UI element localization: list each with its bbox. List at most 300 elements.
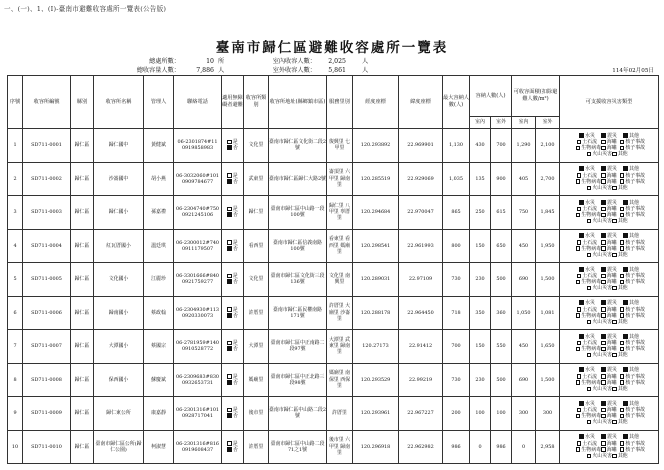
cell-seq: 1 — [8, 129, 23, 163]
yes-label: 是 — [232, 206, 238, 213]
cell-in: 0 — [470, 430, 491, 464]
checkbox-filled-icon — [623, 434, 628, 439]
checkbox-empty-icon — [612, 186, 616, 190]
cell-village: 媽廟里 南保里 西保里 — [327, 363, 353, 397]
accessible-cell — [222, 129, 244, 163]
hazard-label: 海嘯 — [606, 145, 617, 152]
accessible-cell — [222, 296, 244, 330]
cell-seq: 10 — [8, 430, 23, 464]
hazard-label: 海嘯 — [606, 340, 617, 347]
cell-out: 100 — [491, 397, 512, 431]
cell-lat: 22.929069 — [399, 162, 443, 196]
hazard-label: 核子事故 — [625, 273, 645, 280]
cell-phone: 06-2781959#140 0910528772 — [174, 330, 222, 364]
checkbox-empty-icon — [227, 207, 231, 211]
facilities-cell — [560, 196, 659, 230]
col-capacity-indoor: 室內 — [470, 117, 491, 129]
checkbox-empty-icon — [227, 173, 231, 177]
header-row — [8, 76, 659, 117]
col-area-outdoor: 室外 — [536, 117, 560, 129]
cell-name: 歸仁國小 — [94, 196, 144, 230]
yes-label: 是 — [232, 440, 238, 447]
checkbox-empty-icon — [587, 454, 591, 458]
checkbox-empty-icon — [577, 274, 581, 278]
col-village: 服務里別 — [327, 76, 353, 129]
cell-code: SD711-0003 — [23, 196, 71, 230]
hazard-label: 核子事故 — [625, 413, 645, 420]
checkbox-empty-icon — [576, 146, 580, 150]
cell-village: 崙頂里 六甲里 歸南里 — [327, 162, 353, 196]
hazard-label: 其他 — [617, 251, 628, 258]
hazard-label: 水災 — [585, 400, 595, 407]
checkbox-empty-icon — [577, 441, 581, 445]
cell-ain: 300 — [512, 397, 536, 431]
checkbox-empty-icon — [576, 347, 580, 351]
cell-code: SD711-0010 — [23, 430, 71, 464]
table-row — [8, 263, 659, 297]
cell-max: 986 — [443, 430, 470, 464]
checkbox-filled-icon — [623, 200, 628, 205]
checkbox-empty-icon — [620, 313, 624, 317]
cell-village: 復興里 七甲里 — [327, 129, 353, 163]
hazard-label: 土石流 — [582, 206, 598, 213]
cell-in: 230 — [470, 363, 491, 397]
cell-type: 文化里 — [244, 129, 269, 163]
checkbox-empty-icon — [612, 219, 616, 223]
yes-label: 是 — [232, 340, 238, 347]
cell-phone: 06-2304930#113 0920330073 — [174, 296, 222, 330]
cell-seq: 2 — [8, 162, 23, 196]
cell-aout: 1,500 — [536, 263, 560, 297]
hazard-label: 震災 — [607, 132, 617, 139]
hazard-label: 水災 — [585, 132, 595, 139]
table-row — [8, 196, 659, 230]
checkbox-empty-icon — [227, 274, 231, 278]
cell-lat: 22.97109 — [399, 263, 443, 297]
checkbox-filled-icon — [227, 313, 232, 318]
checkbox-empty-icon — [620, 179, 624, 183]
cell-village: 許厝里 大廟里 沙崙里 — [327, 296, 353, 330]
checkbox-filled-icon — [579, 133, 584, 138]
cell-lon: 120.294684 — [353, 196, 399, 230]
cell-max: 1,130 — [443, 129, 470, 163]
hazard-label: 土石流 — [582, 440, 598, 447]
hazard-label: 生物病毒 — [581, 178, 601, 185]
cell-out: 700 — [491, 129, 512, 163]
checkbox-filled-icon — [623, 367, 628, 372]
checkbox-empty-icon — [601, 173, 605, 177]
summary-outdoor: 室外收容人數： 5,861 人 — [272, 67, 369, 74]
cell-lon: 120.293892 — [353, 129, 399, 163]
hazard-label: 土石流 — [582, 373, 598, 380]
cell-address: 臺南市歸仁區文化街三段136號 — [269, 263, 327, 297]
hazard-label: 火山災害 — [592, 251, 612, 258]
hazard-label: 火山災害 — [592, 218, 612, 225]
hazard-label: 土石流 — [582, 407, 598, 414]
accessible-cell — [222, 330, 244, 364]
no-label: 否 — [233, 346, 238, 353]
cell-district: 歸仁區 — [71, 397, 94, 431]
cell-lat: 22.967227 — [399, 397, 443, 431]
checkbox-empty-icon — [601, 380, 605, 384]
checkbox-empty-icon — [587, 353, 591, 357]
checkbox-empty-icon — [620, 213, 624, 217]
checkbox-empty-icon — [601, 341, 605, 345]
cell-max: 700 — [443, 330, 470, 364]
cell-phone: 06-2301874#11 0919858983 — [174, 129, 222, 163]
cell-phone: 06-2309683#830 0932653731 — [174, 363, 222, 397]
facilities-cell — [560, 263, 659, 297]
checkbox-filled-icon — [579, 434, 584, 439]
hazard-label: 其他 — [629, 132, 639, 139]
hazard-label: 其他 — [629, 266, 639, 273]
cell-type: 看西里 — [244, 229, 269, 263]
hazard-label: 核子事故 — [625, 373, 645, 380]
hazard-label: 震災 — [607, 166, 617, 173]
checkbox-empty-icon — [576, 414, 580, 418]
checkbox-empty-icon — [576, 313, 580, 317]
cell-lat: 22.961993 — [399, 229, 443, 263]
checkbox-empty-icon — [587, 420, 591, 424]
cell-seq: 4 — [8, 229, 23, 263]
cell-village: 大潭里 武東里 歸南里 — [327, 330, 353, 364]
no-label: 否 — [233, 413, 238, 420]
checkbox-empty-icon — [227, 441, 231, 445]
col-district: 縣別 — [71, 76, 94, 129]
accessible-cell — [222, 397, 244, 431]
hazard-label: 核子事故 — [625, 206, 645, 213]
cell-seq: 9 — [8, 397, 23, 431]
cell-type: 許厝里 — [244, 430, 269, 464]
hazard-label: 海嘯 — [606, 139, 617, 146]
checkbox-empty-icon — [576, 179, 580, 183]
hazard-label: 震災 — [607, 400, 617, 407]
checkbox-empty-icon — [587, 152, 591, 156]
hazard-label: 震災 — [607, 300, 617, 307]
checkbox-empty-icon — [587, 186, 591, 190]
cell-name: 紅瓦厝國小 — [94, 229, 144, 263]
checkbox-empty-icon — [576, 447, 580, 451]
cell-name: 歸南國小 — [94, 296, 144, 330]
checkbox-empty-icon — [620, 173, 624, 177]
checkbox-filled-icon — [227, 179, 232, 184]
cell-max: 718 — [443, 296, 470, 330]
cell-ain: 750 — [512, 196, 536, 230]
shelter-table — [7, 75, 659, 464]
checkbox-filled-icon — [579, 401, 584, 406]
facilities-cell — [560, 296, 659, 330]
cell-village: 看東里 看西里 媽廟里 — [327, 229, 353, 263]
col-capacity: 容納人數(人) — [470, 76, 512, 117]
cell-manager: 胡小燕 — [144, 162, 174, 196]
cell-code: SD711-0005 — [23, 263, 71, 297]
checkbox-filled-icon — [601, 434, 606, 439]
yes-label: 是 — [232, 239, 238, 246]
cell-lon: 120.289031 — [353, 263, 399, 297]
hazard-label: 核子事故 — [625, 440, 645, 447]
cell-address: 臺南市歸仁區中山路一段100號 — [269, 196, 327, 230]
cell-in: 230 — [470, 263, 491, 297]
hazard-label: 海嘯 — [606, 245, 617, 252]
hazard-label: 海嘯 — [606, 172, 617, 179]
cell-lon: 120.298541 — [353, 229, 399, 263]
cell-phone: 06-3301666#840 0921759277 — [174, 263, 222, 297]
hazard-label: 水災 — [585, 300, 595, 307]
checkbox-empty-icon — [601, 213, 605, 217]
checkbox-empty-icon — [576, 213, 580, 217]
cell-manager: 蔡國宗 — [144, 330, 174, 364]
checkbox-empty-icon — [620, 307, 624, 311]
hazard-label: 震災 — [607, 199, 617, 206]
checkbox-empty-icon — [577, 374, 581, 378]
checkbox-filled-icon — [579, 300, 584, 305]
top-note: 一、(一)、1、(I)-臺南市避難收容處所一覽表(公告版) — [4, 5, 167, 13]
yes-label: 是 — [232, 172, 238, 179]
hazard-label: 其他 — [617, 385, 628, 392]
no-label: 否 — [233, 145, 238, 152]
date-stamp: 114年02月05日 — [612, 68, 654, 74]
cell-max: 800 — [443, 229, 470, 263]
cell-type: 武東里 — [244, 162, 269, 196]
cell-type: 許厝里 — [244, 296, 269, 330]
checkbox-empty-icon — [577, 408, 581, 412]
checkbox-empty-icon — [601, 347, 605, 351]
hazard-label: 核子事故 — [625, 212, 645, 219]
checkbox-empty-icon — [577, 341, 581, 345]
checkbox-empty-icon — [601, 246, 605, 250]
cell-lon: 120.288178 — [353, 296, 399, 330]
checkbox-empty-icon — [601, 374, 605, 378]
cell-phone: 06-2300012#740 0911179507 — [174, 229, 222, 263]
hazard-label: 核子事故 — [625, 178, 645, 185]
hazard-label: 水災 — [585, 233, 595, 240]
yes-label: 是 — [232, 373, 238, 380]
checkbox-filled-icon — [601, 133, 606, 138]
accessible-cell — [222, 263, 244, 297]
hazard-label: 核子事故 — [625, 145, 645, 152]
hazard-label: 生物病毒 — [581, 346, 601, 353]
facilities-cell — [560, 229, 659, 263]
cell-in: 100 — [470, 397, 491, 431]
hazard-label: 海嘯 — [606, 279, 617, 286]
hazard-label: 生物病毒 — [581, 212, 601, 219]
checkbox-empty-icon — [587, 320, 591, 324]
cell-lat: 22.970047 — [399, 196, 443, 230]
cell-code: SD711-0009 — [23, 397, 71, 431]
hazard-label: 震災 — [607, 233, 617, 240]
cell-manager: 黃健斌 — [144, 129, 174, 163]
cell-district: 歸仁區 — [71, 229, 94, 263]
cell-in: 135 — [470, 162, 491, 196]
checkbox-empty-icon — [612, 387, 616, 391]
checkbox-empty-icon — [576, 380, 580, 384]
hazard-label: 震災 — [607, 266, 617, 273]
cell-aout: 300 — [536, 397, 560, 431]
checkbox-empty-icon — [227, 341, 231, 345]
checkbox-empty-icon — [620, 274, 624, 278]
checkbox-empty-icon — [601, 140, 605, 144]
cell-district: 歸仁區 — [71, 363, 94, 397]
hazard-label: 核子事故 — [625, 239, 645, 246]
accessible-cell — [222, 162, 244, 196]
cell-out: 650 — [491, 229, 512, 263]
checkbox-empty-icon — [227, 408, 231, 412]
table-row — [8, 229, 659, 263]
cell-seq: 3 — [8, 196, 23, 230]
cell-in: 150 — [470, 330, 491, 364]
hazard-label: 海嘯 — [606, 373, 617, 380]
cell-ain: 405 — [512, 162, 536, 196]
hazard-label: 土石流 — [582, 239, 598, 246]
hazard-label: 土石流 — [582, 273, 598, 280]
hazard-label: 生物病毒 — [581, 379, 601, 386]
cell-address: 臺南市歸仁區中山路二段2號 — [269, 397, 327, 431]
hazard-label: 水災 — [585, 199, 595, 206]
cell-out: 986 — [491, 430, 512, 464]
cell-type: 媽廟里 — [244, 363, 269, 397]
checkbox-empty-icon — [620, 347, 624, 351]
cell-out: 360 — [491, 296, 512, 330]
checkbox-filled-icon — [227, 145, 232, 150]
col-phone: 聯絡電話 — [174, 76, 222, 129]
hazard-label: 生物病毒 — [581, 279, 601, 286]
checkbox-filled-icon — [601, 267, 606, 272]
col-facilities: 可支援收容災害類型 — [560, 76, 659, 129]
cell-address: 臺南市歸仁區中正北路三段98號 — [269, 363, 327, 397]
hazard-label: 水災 — [585, 367, 595, 374]
cell-out: 550 — [491, 330, 512, 364]
hazard-label: 震災 — [607, 367, 617, 374]
cell-phone: 06-2301316#816 0919608437 — [174, 430, 222, 464]
table-row — [8, 397, 659, 431]
cell-max: 1,035 — [443, 162, 470, 196]
hazard-label: 火山災害 — [592, 419, 612, 426]
checkbox-empty-icon — [601, 280, 605, 284]
checkbox-filled-icon — [601, 401, 606, 406]
hazard-label: 生物病毒 — [581, 312, 601, 319]
hazard-label: 震災 — [607, 434, 617, 441]
checkbox-empty-icon — [612, 320, 616, 324]
hazard-label: 核子事故 — [625, 346, 645, 353]
cell-lat: 22.964450 — [399, 296, 443, 330]
checkbox-empty-icon — [612, 253, 616, 257]
cell-manager: 柯淑慧 — [144, 430, 174, 464]
cell-ain: 690 — [512, 363, 536, 397]
cell-name: 文化國小 — [94, 263, 144, 297]
hazard-label: 火山災害 — [592, 452, 612, 459]
yes-label: 是 — [232, 273, 238, 280]
facilities-cell — [560, 129, 659, 163]
checkbox-empty-icon — [620, 240, 624, 244]
checkbox-empty-icon — [601, 447, 605, 451]
checkbox-filled-icon — [579, 233, 584, 238]
checkbox-filled-icon — [579, 334, 584, 339]
checkbox-empty-icon — [612, 353, 616, 357]
cell-type: 大潭里 — [244, 330, 269, 364]
cell-name: 沙崙國中 — [94, 162, 144, 196]
col-max: 最大容納人數(人) — [443, 76, 470, 129]
cell-code: SD711-0004 — [23, 229, 71, 263]
no-label: 否 — [233, 178, 238, 185]
checkbox-empty-icon — [576, 280, 580, 284]
col-area-indoor: 室內 — [512, 117, 536, 129]
cell-aout: 2,700 — [536, 162, 560, 196]
col-lon: 經度座標 — [353, 76, 399, 129]
cell-aout: 1,500 — [536, 363, 560, 397]
hazard-label: 其他 — [617, 452, 628, 459]
table-row — [8, 162, 659, 196]
cell-out: 615 — [491, 196, 512, 230]
cell-lat: 22.962982 — [399, 430, 443, 464]
cell-lat: 22.969901 — [399, 129, 443, 163]
hazard-label: 生物病毒 — [581, 413, 601, 420]
checkbox-filled-icon — [623, 300, 628, 305]
checkbox-empty-icon — [601, 240, 605, 244]
facilities-cell — [560, 330, 659, 364]
hazard-label: 核子事故 — [625, 139, 645, 146]
cell-seq: 6 — [8, 296, 23, 330]
hazard-label: 其他 — [629, 400, 639, 407]
checkbox-empty-icon — [612, 286, 616, 290]
cell-address: 臺南市歸仁區信義南路100號 — [269, 229, 327, 263]
hazard-label: 核子事故 — [625, 312, 645, 319]
checkbox-filled-icon — [623, 267, 628, 272]
cell-aout: 1,650 — [536, 330, 560, 364]
cell-code: SD711-0006 — [23, 296, 71, 330]
cell-in: 250 — [470, 196, 491, 230]
checkbox-empty-icon — [620, 341, 624, 345]
cell-ain: 0 — [512, 430, 536, 464]
hazard-label: 火山災害 — [592, 318, 612, 325]
hazard-label: 海嘯 — [606, 379, 617, 386]
no-label: 否 — [233, 446, 238, 453]
hazard-label: 海嘯 — [606, 446, 617, 453]
cell-ain: 450 — [512, 229, 536, 263]
accessible-cell — [222, 196, 244, 230]
cell-max: 200 — [443, 397, 470, 431]
cell-code: SD711-0001 — [23, 129, 71, 163]
hazard-label: 土石流 — [582, 139, 598, 146]
checkbox-filled-icon — [623, 133, 628, 138]
hazard-label: 其他 — [629, 333, 639, 340]
checkbox-filled-icon — [227, 346, 232, 351]
checkbox-empty-icon — [620, 441, 624, 445]
hazard-label: 其他 — [629, 199, 639, 206]
hazard-label: 海嘯 — [606, 440, 617, 447]
hazard-label: 海嘯 — [606, 206, 617, 213]
cell-in: 150 — [470, 229, 491, 263]
hazard-label: 核子事故 — [625, 172, 645, 179]
checkbox-empty-icon — [620, 146, 624, 150]
cell-max: 865 — [443, 196, 470, 230]
table-row — [8, 129, 659, 163]
hazard-label: 其他 — [617, 285, 628, 292]
checkbox-empty-icon — [620, 380, 624, 384]
summary-indoor: 室內收容人數： 2,025 人 — [272, 58, 369, 65]
cell-name: 歸仁東公所 — [94, 397, 144, 431]
cell-address: 臺南市歸仁區文化街二段2號 — [269, 129, 327, 163]
accessible-cell — [222, 363, 244, 397]
cell-village: 許厝里 — [327, 397, 353, 431]
checkbox-empty-icon — [227, 374, 231, 378]
checkbox-filled-icon — [227, 413, 232, 418]
hazard-label: 其他 — [617, 184, 628, 191]
col-accessible: 適用無障礙者避難 — [222, 76, 244, 129]
cell-lon: 120.293529 — [353, 363, 399, 397]
cell-lon: 120.296918 — [353, 430, 399, 464]
checkbox-empty-icon — [620, 246, 624, 250]
checkbox-empty-icon — [227, 307, 231, 311]
